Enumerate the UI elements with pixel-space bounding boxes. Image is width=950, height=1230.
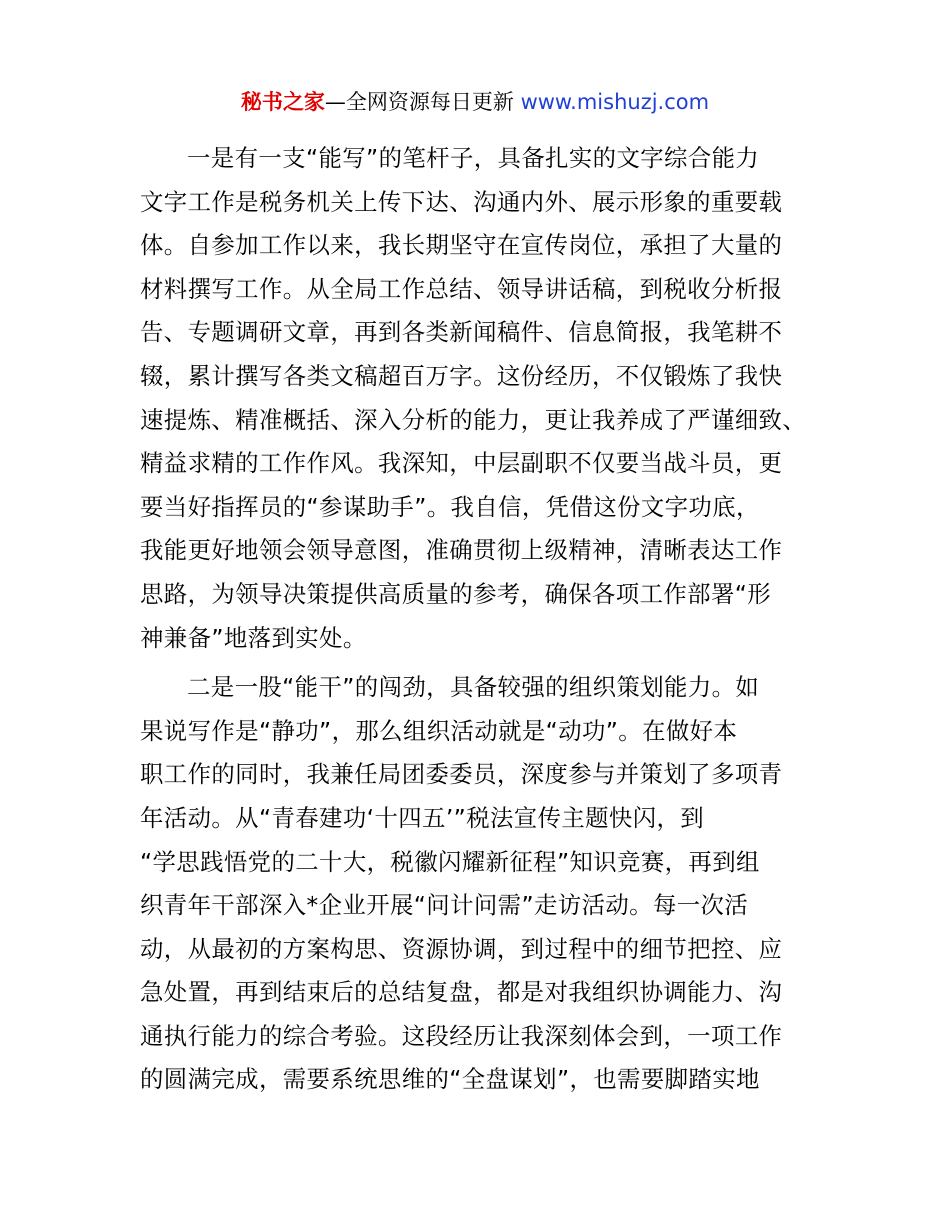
paragraph-2 <box>140 666 812 1102</box>
paragraph-line: 告、专题调研文章，再到各类新闻稿件、信息简报，我笔耕不 <box>140 318 783 347</box>
document-body <box>140 137 812 1102</box>
paragraph-line: 年活动。从“青春建功‘十四五’”税法宣传主题快闪，到 <box>140 803 705 832</box>
paragraph-line: 果说写作是“静功”，那么组织活动就是“动功”。在做好本 <box>140 716 738 745</box>
paragraph-1 <box>140 137 812 660</box>
paragraph-line: 动，从最初的方案构思、资源协调，到过程中的细节把控、应 <box>140 934 783 963</box>
paragraph-line: 速提炼、精准概括、深入分析的能力，更让我养成了严谨细致、 <box>140 405 807 434</box>
paragraph-line: 思路，为领导决策提供高质量的参考，确保各项工作部署“形 <box>140 579 772 608</box>
paragraph-line: 体。自参加工作以来，我长期坚守在宣传岗位，承担了大量的 <box>140 231 783 260</box>
header-tagline: —全网资源每日更新 <box>324 90 521 114</box>
paragraph-line: “学思践悟党的二十大，税徽闪耀新征程”知识竞赛，再到组 <box>140 847 760 876</box>
paragraph-line: 织青年干部深入*企业开展“问计问需”走访活动。每一次活 <box>140 891 749 920</box>
paragraph-line: 职工作的同时，我兼任局团委委员，深度参与并策划了多项青 <box>140 760 783 789</box>
paragraph-line: 文字工作是税务机关上传下达、沟通内外、展示形象的重要载 <box>140 187 783 216</box>
paragraph-line: 材料撰写工作。从全局工作总结、领导讲话稿，到税收分析报 <box>140 274 783 303</box>
paragraph-line: 通执行能力的综合考验。这段经历让我深刻体会到，一项工作 <box>140 1021 783 1050</box>
paragraph-line: 我能更好地领会领导意图，准确贯彻上级精神，清晰表达工作 <box>140 536 783 565</box>
page-header <box>0 86 950 118</box>
brand-name: 秘书之家 <box>240 90 325 114</box>
paragraph-line: 神兼备”地落到实处。 <box>140 623 367 652</box>
paragraph-line: 一是有一支“能写”的笔杆子，具备扎实的文字综合能力 <box>187 144 760 172</box>
paragraph-line: 精益求精的工作作风。我深知，中层副职不仅要当战斗员，更 <box>140 449 783 478</box>
paragraph-line: 的圆满完成，需要系统思维的“全盘谋划”，也需要脚踏实地 <box>140 1065 760 1094</box>
website-url[interactable]: www.mishuzj.com <box>520 90 710 114</box>
paragraph-line: 辍，累计撰写各类文稿超百万字。这份经历，不仅锻炼了我快 <box>140 361 783 390</box>
paragraph-line: 二是一股“能干”的闯劲，具备较强的组织策划能力。如 <box>187 673 760 702</box>
paragraph-line: 急处置，再到结束后的总结复盘，都是对我组织协调能力、沟 <box>140 978 783 1007</box>
paragraph-line: 要当好指挥员的“参谋助手”。我自信，凭借这份文字功底， <box>140 492 760 521</box>
